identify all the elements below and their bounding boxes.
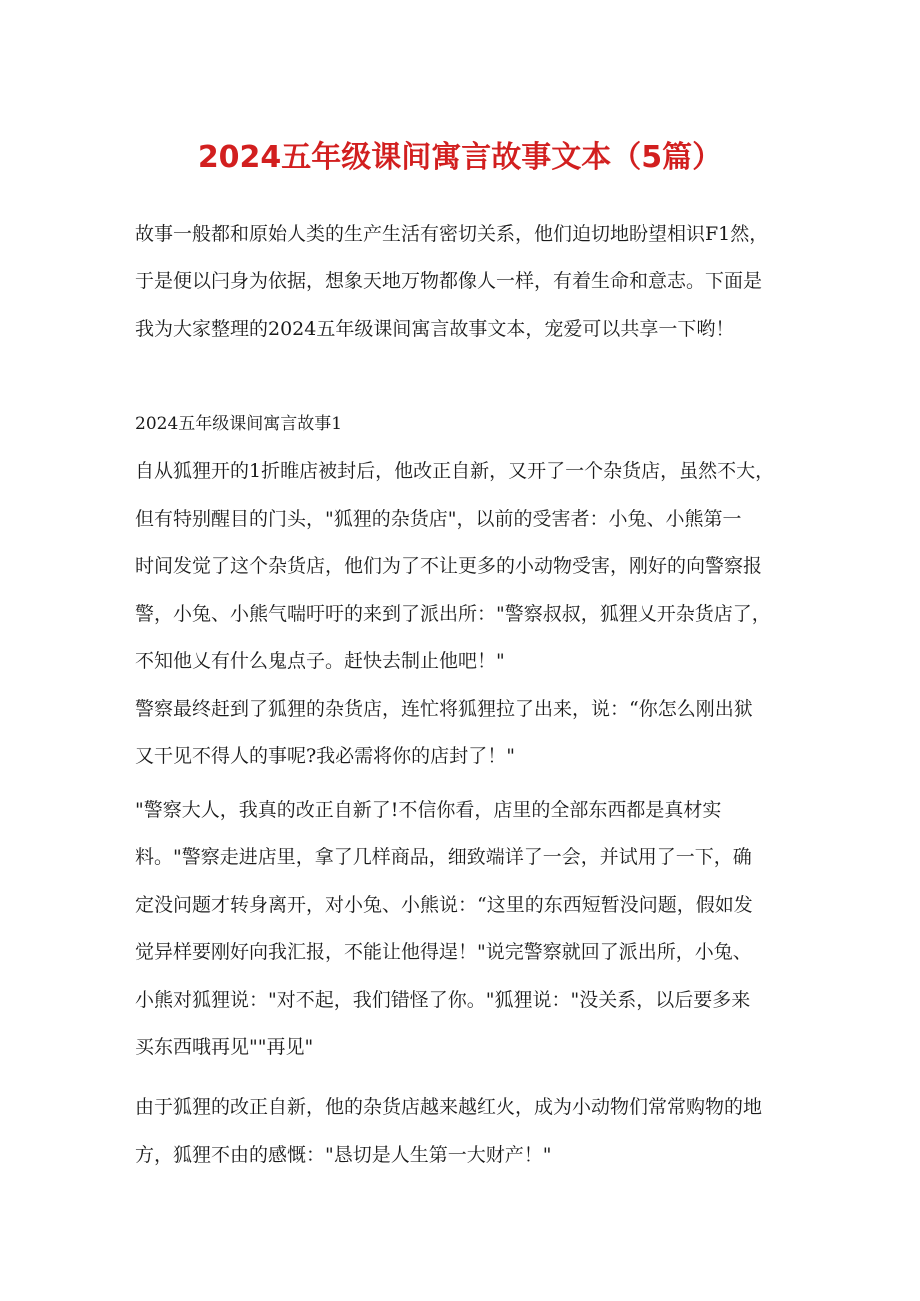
story-line-9: 料。"警察走进店里，拿了几样商品，细致端详了一会，并试用了一下，确	[135, 846, 752, 868]
document-title: 2024五年级课间寓言故事文本（5篇）	[197, 140, 723, 175]
story-line-10: 定没问题才转身离开，对小兔、小熊说：“这里的东西短暂没问题，假如发	[135, 894, 753, 916]
story-line-1: 自从狐狸开的1折睢店被封后，他改正自新，又开了一个杂货店，虽然不大，	[135, 460, 775, 482]
story-line-6: 警察最终赶到了狐狸的杂货店，连忙将狐狸拉了出来，说：“你怎么刚出狱	[135, 698, 753, 720]
intro-line-3: 我为大家整理的2024五年级课间寓言故事文本，宠爱可以共享一下哟！	[135, 318, 735, 340]
story-line-7: 又干见不得人的事呢?我必需将你的店封了！"	[135, 745, 515, 767]
intro-line-1: 故事一般都和原始人类的生产生活有密切关系，他们迫切地盼望相识F1然，	[135, 223, 769, 245]
story-line-8: "警察大人，我真的改正自新了!不信你看，店里的全部东西都是真材实	[135, 799, 722, 821]
story-line-11: 觉异样要刚好向我汇报，不能让他得逞！"说完警察就回了派出所，小兔、	[135, 941, 752, 963]
story-line-13: 买东西哦再见""再见"	[135, 1036, 314, 1058]
story-line-12: 小熊对狐狸说："对不起，我们错怪了你。"狐狸说："没关系，以后要多来	[135, 989, 751, 1011]
story-line-5: 不知他乂有什么鬼点子。赶快去制止他吧！"	[135, 650, 505, 672]
story-line-14: 由于狐狸的改正自新，他的杂货店越来越红火，成为小动物们常常购物的地	[135, 1096, 763, 1118]
story-line-15: 方，狐狸不由的感慨："恳切是人生第一大财产！"	[135, 1144, 552, 1166]
story-line-2: 但有特别醒目的门头，"狐狸的杂货店"，以前的受害者：小兔、小熊第一	[135, 508, 742, 530]
story-line-3: 时间发觉了这个杂货店，他们为了不让更多的小动物受害，刚好的向警察报	[135, 555, 763, 577]
intro-line-2: 于是便以闩身为依据，想象天地万物都像人一样，有着生命和意志。下面是	[135, 270, 763, 292]
story-line-4: 警，小兔、小熊气喘吁吁的来到了派出所："警察叔叔，狐狸乂开杂货店了，	[135, 603, 771, 625]
section-heading: 2024五年级课间寓言故事1	[135, 414, 343, 434]
